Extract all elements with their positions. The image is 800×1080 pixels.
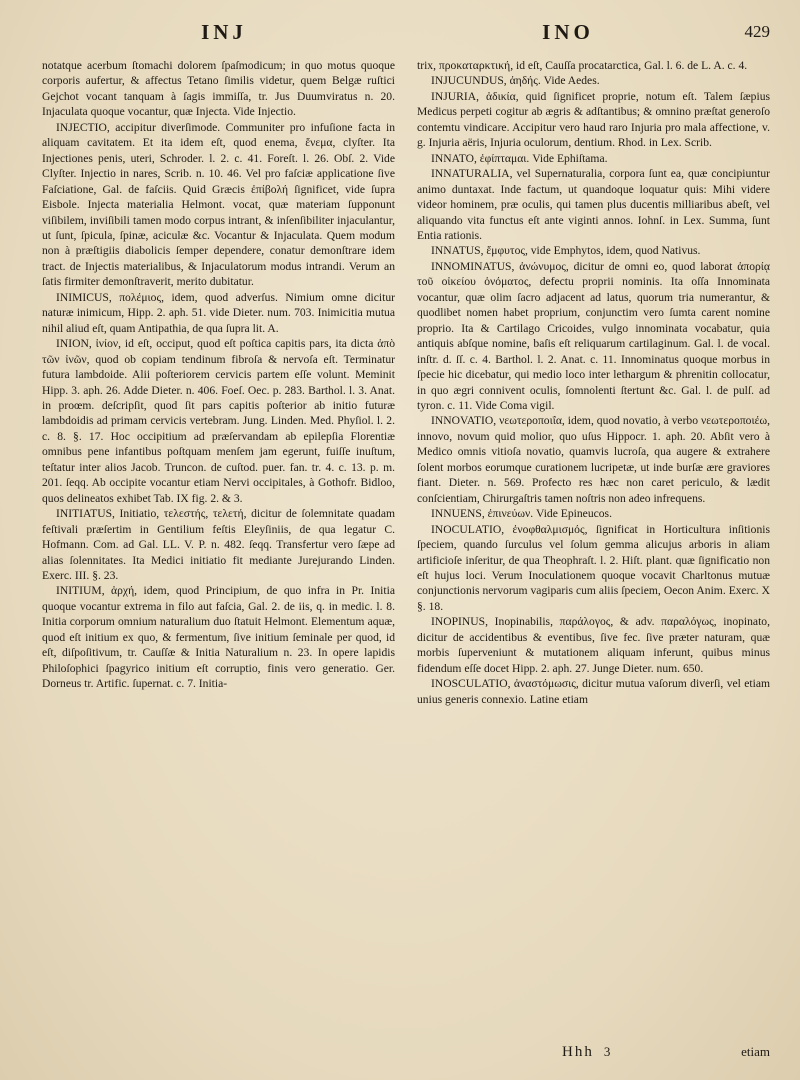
- entry-innatus: INNATUS, ἔμφυτος, vide Emphytos, idem, quod Nativus.: [431, 244, 701, 258]
- entry-initium: INITIUM, ἀρχή, idem, quod Principium, de quo infra in Pr. Initia quoque vocantur extrema in filo aut faſcia, Gal. 2. de iis, q. in medic. l. 8. Initia corporum omnium naturalium duo ſtatuit Helmont. Elementum aquæ, quod eſt initium ex quo, & fermentum, ſive initium ſeminale per quod, id eſt, diſpoſitivum, tr. Cauſſæ & Initia Naturalium n. 23. In opere lapidis Philoſophici ſpagyrico initium eſt corruptio, finis vero generatio. Ger. Dorneus tr. Artific. ſupernat. c. 7. Initia-: [42, 584, 395, 691]
- entry-injectio: INJECTIO, accipitur diverſimode. Communiter pro infuſione facta in aliquam cavitatem. Et ita idem eſt, quod enema, ἔνεμα, clyſter. Ita Injectiones penis, uteri, Schroder. l. 2. c. 41. Foreſt. l. 26. Obſ. 2. Vide Clyſter. Injectio in nares, Scrib. n. 10. 46. Vel pro faſciæ applicatione ſive Faſciatione, Gal. de faſciis. Quid Græcis ἐπίβολή ſignificet, vide ſupra Eisbole. Injecta materialia Helmont. vocat, quæ materiam ſupponunt viſibilem, inviſibili tamen modo corpus intrant, & inſenſibiliter injaculantur, ut ſunt, ſpicula, ſpinæ, aciculæ &c. Vocantur & Injaculata. Quem modum non à præſtigiis diabolicis ſemper dependere, conatur demonſtrare idem tract. de Injectis materialibus, & Injaculatorum modus intrandi. Verum an ſatis firmiter demonſtraverit, merito dubitatur.: [42, 120, 395, 289]
- signature-mark: Hhh: [562, 1043, 594, 1060]
- catchword: etiam: [741, 1044, 770, 1059]
- entry-injucundus: INJUCUNDUS, ἀηδής. Vide Aedes.: [431, 74, 600, 88]
- right-headword: INO: [542, 19, 594, 44]
- page-number: 429: [744, 22, 770, 41]
- right-column: [417, 58, 770, 1038]
- entry-initiatus: INITIATUS, Initiatio, τελεστής, τελετή, dicitur de ſolemnitate quadam feſtivali præſertim in Gentilium feſtis Eleyſiniis, de qua legatur C. Hofmann. Com. ad Gal. LL. V. P. n. 482. ſeqq. Transfertur vero ſæpe ad alias ſolennitates. Ita Medici initiatio fit mediante Jurejurando Linden. Exerc. III. §. 23.: [42, 507, 395, 582]
- page-footer: [442, 1040, 770, 1064]
- header-left: [42, 14, 406, 50]
- entry-continuation: trix, προκαταρκτική, id eſt, Cauſſa procatarctica, Gal. l. 6. de L. A. c. 4.: [417, 59, 748, 72]
- left-headword: INJ: [201, 19, 247, 44]
- entry-innato: INNATO, ἐφίπταμαι. Vide Ephiſtama.: [431, 151, 608, 165]
- entry-inopinus: INOPINUS, Inopinabilis, παράλογος, & adv. παραλόγως, inopinato, dicitur de accidentibus & eventibus, ſive fec. ſive præter naturam, quæ morbis ſuperveniunt & mutationem aliquam inferunt, quibus minus fidendum eſſe docet Hipp. 2. aph. 27. Junge Dieter. num. 650.: [417, 615, 770, 675]
- entry-innovatio: INNOVATIO, νεωτεροποιΐα, idem, quod novatio, à verbo νεωτεροποιέω, innovo, novum quid molior, quo uſus Hippocr. 1. aph. 20. Abſit vero à Medico omnis vitioſa novatio, quamvis lucroſa, qua augere & extrahere ſolent morbos eorumque curationem lucripetæ, ut inde burſæ ære graviores fiant. Dieter. n. 569. Profecto res hæc non caret periculo, & lædit conſcientiam, Chirurgaſtris tamen noſtris non adeo infrequens.: [417, 414, 770, 505]
- header-right: [406, 14, 770, 50]
- entry-innuens: INNUENS, ἐπινεύων. Vide Epineucos.: [431, 507, 612, 521]
- entry-injuria: INJURIA, ἀδικία, quid ſignificet proprie, notum eſt. Talem ſæpius Medicus perpeti cogitur ab ægris & adſtantibus; & omnino præſtat generoſo contemtu vindicare. Accipitur vero haud raro Injuria pro mala affectione, v. g. Injuria aëris, Injuria oculorum, dentium. Rhod. in Lex. Scrib.: [417, 89, 770, 150]
- running-header: [42, 14, 770, 50]
- entry-inosculatio: INOSCULATIO, ἀναστόμωσις, dicitur mutua vaſorum diverſi, vel etiam unius generis connexio. Latine etiam: [417, 677, 770, 706]
- entry-inoculatio: INOCULATIO, ἐνοφθαλμισμός, ſignificat in Horticultura inſitionis ſpeciem, quando ſurculus vel ſolum gemma alicujus arboris in aliam artificioſe inſeritur, de qua Theophraſt. l. 2. Hiſt. plant. quæ ſignificatio non eſt hujus loci. Verum Inoculationem quoque vocavit Charltonus mutuæ conjunctionis nervorum vagiparis cum aliis ſpeciem, Oecon Anim. Exerc. X §. 18.: [417, 522, 770, 613]
- signature-number: 3: [603, 1044, 611, 1059]
- entry-inimicus: INIMICUS, πολέμιος, idem, quod adverſus. Nimium omne dicitur naturæ inimicum, Hipp. 2. aph. 51. vide Dieter. num. 703. Inimicitia mutua nihil aliud eſt, quam Antipathia, de qua ſupra lit. A.: [42, 290, 395, 335]
- entry-inion: INION, ἰνίον, id eſt, occiput, quod eſt poſtica capitis pars, ita dicta ἀπὸ τῶν ἰνῶν, quod ob copiam tendinum fibroſa & nervoſa eſt. Terminatur futura lambdoide. Alii poſteriorem cervicis partem eſſe volunt. Meminit Hipp. 3. aph. 26. Adde Dieter. n. 406. Foeſ. Oec. p. 283. Barthol. l. 3. Anat. in proœm. deſcripſit, quod ſit pars capitis poſterior ab initio futuræ lambdoidis ad primam cervicis vertebram. Jung. Linden. Med. Phyſiol. l. 2. c. 8. §. 17. Hoc occipitium ad præſervandam ab epilepſia Florentiæ omnibus pene infantibus poſtquam menſem jam egerunt, fuiſſe inuſtum, teſtatur inter alios Jacob. Truncon. de cuſtod. puer. fan. tr. 4. c. 13. p. m. 201. ſeqq. Ab occipite vocantur etiam Nervi occipitales, à Gothofr. Bidloo, quos delineatos exhibet Tab. IX fig. 2. & 3.: [42, 337, 395, 505]
- entry-continuation: notatque acerbum ſtomachi dolorem ſpaſmodicum; in quo motus quoque corporis aufertur, & affectus Tetano ſimilis videtur, quem Belgæ ruſtici Gejchot vocant tanquam à ſagis immiſſa, tr. Jus Duumviratus n. 20. Injaculata quoque vocantur, quæ Injecta. Vide Injectio.: [42, 59, 395, 119]
- entry-innominatus: INNOMINATUS, ἀνώνυμος, dicitur de omni eo, quod laborat ἀπορίᾳ τοῦ οἰκείου ὀνόματος, defectu proprii nominis. Ita oſſa Innominata vocantur, quæ olim ſacro adjacent ad latus, quorum tria numerantur, & quodlibet nomen habet proprium, conjunctim vero ſumta carent nomine proprio. Ita & Cartilago Cricoides, vulgo innominata vocabatur, quia antiquis abſque nomine, baſis eſt reliquarum cartilaginum. Gal. l. de vocal. inſtr. d. ſſ. c. 4. Barthol. l. 2. Anat. c. 11. Innominatus quoque morbus in ſpecie hic dicebatur, qui medio loco inter lethargum & phrenitin collocatur, in quo ægri connivent oculis, ſomnolenti ſtertunt &c. Gal. l. de pulſ. ad tyron. c. 11. Vide Coma vigil.: [417, 259, 770, 412]
- text-columns: [42, 58, 770, 1038]
- entry-innaturalia: INNATURALIA, vel Supernaturalia, corpora ſunt ea, quæ concipiuntur animo duntaxat. Inde factum, ut quandoque loquatur quis: Mihi videre videor hominem, præ oculis, qui tamen plus ducentis milliaribus abeſt, vel aliquando vita functus eſt ante viginti annos. Iohnſ. in Lex. Summa, ſunt Entia rationis.: [417, 167, 770, 242]
- left-column: [42, 58, 395, 1038]
